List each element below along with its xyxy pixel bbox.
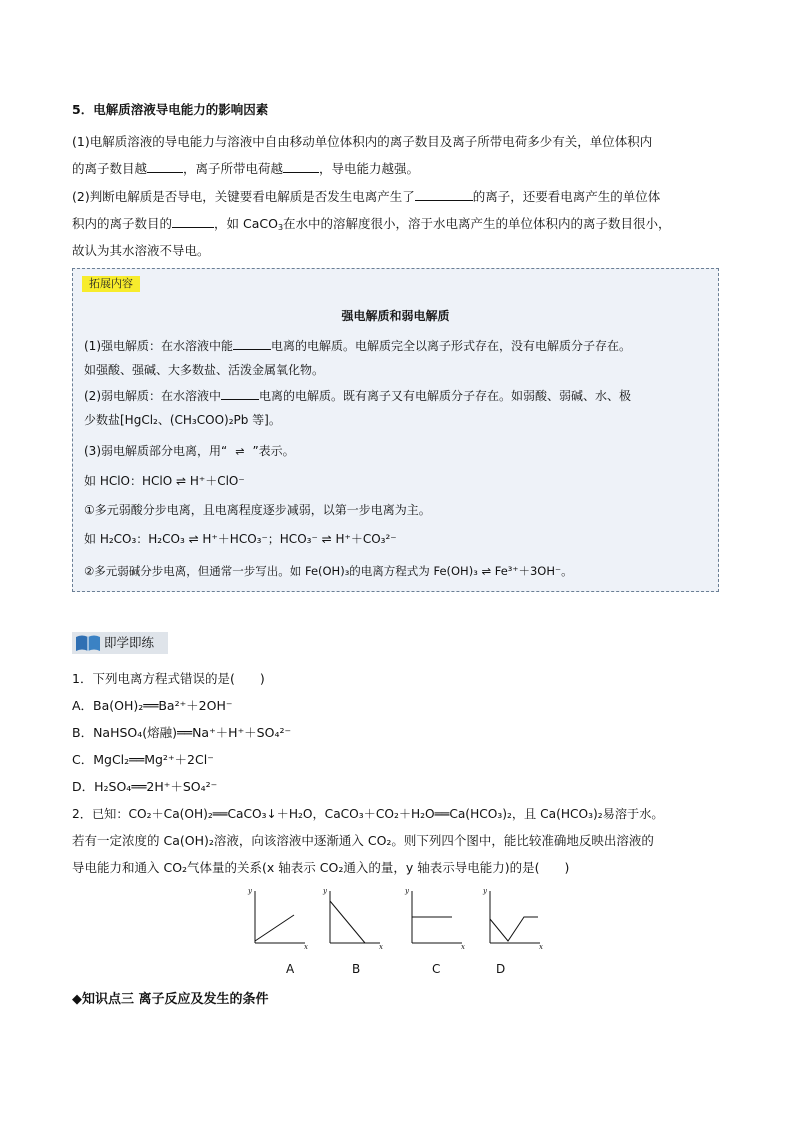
practice-label-bar [72,632,168,654]
text-fragment: ，如 CaCO [214,216,278,231]
section5-p2-line2 [72,216,671,236]
practice-label: 即学即练 [104,635,155,650]
extension-title: 强电解质和弱电解质 [341,309,450,323]
text-fragment: 电离的电解质。电解质完全以离子形式存在，没有电解质分子存在。 [271,339,632,353]
extension-line-9: ②多元弱碱分步电离，但通常一步写出。如 Fe(OH)₃的电离方程式为 Fe(OH)₃ ⇌ Fe³⁺＋3OH⁻。 [84,564,573,578]
equilibrium-arrow-icon: ⇌ [235,445,245,458]
section5-p1-line1: (1)电解质溶液的导电能力与溶液中自由移动单位体积内的离子数目及离子所带电荷多少有关，单位体积内 [72,134,653,149]
axis-y-label: y [323,887,327,895]
text-fragment: (3)弱电解质部分电离，用“ [84,444,228,458]
fill-blank [221,388,259,400]
q1-option-a: A．Ba(OH)₂══Ba²⁺＋2OH⁻ [72,698,233,713]
extension-line-2: 如强酸、强碱、大多数盐、活泼金属氧化物。 [84,363,325,377]
question-2-line-2: 若有一定浓度的 Ca(OH)₂溶液，向该溶液中逐渐通入 CO₂。则下列四个图中，能比较准确地反映出溶液的 [72,833,654,848]
axis-x-label: x [304,943,308,951]
extension-line-1 [84,338,631,354]
graph-b-label: B [352,962,361,976]
section5-p1-line2 [72,161,419,177]
fill-blank [172,216,214,228]
extension-line-4: 少数盐[HgCl₂、(CH₃COO)₂Pb 等]。 [84,413,281,427]
axis-y-label: y [483,887,487,895]
extension-tag: 拓展内容 [82,276,140,292]
axis-y-label: y [248,887,252,895]
fill-blank [415,189,473,201]
graph-a [255,891,305,943]
axis-x-label: x [539,943,543,951]
extension-line-3 [84,388,631,404]
section3-heading: ◆知识点三 离子反应及发生的条件 [72,992,269,1007]
graph-a-label: A [286,962,295,976]
section5-p2-line3: 故认为其水溶液不导电。 [72,243,210,258]
question-1: 1．下列电离方程式错误的是( ) [72,671,265,686]
text-fragment: 的离子，还要看电离产生的单位体 [472,189,661,204]
graph-d-label: D [496,962,506,976]
graph-c [412,891,462,943]
text-fragment: (2)弱电解质：在水溶液中 [84,389,221,403]
fill-blank [233,338,271,350]
text-fragment: ，离子所带电荷越 [183,161,284,176]
axis-x-label: x [379,943,383,951]
subscript: 3 [277,223,284,232]
text-fragment: (2)判断电解质是否导电，关键要看电解质是否发生电离产生了 [72,189,415,204]
extension-line-8: 如 H₂CO₃：H₂CO₃ ⇌ H⁺＋HCO₃⁻；HCO₃⁻ ⇌ H⁺＋CO₃²⁻ [84,532,397,546]
text-fragment: 在水中的溶解度很小，溶于水电离产生的单位体积内的离子数目很小， [283,216,671,231]
axis-x-label: x [461,943,465,951]
section5-p2-line1 [72,189,660,205]
extension-line-6: 如 HClO：HClO ⇌ H⁺＋ClO⁻ [84,474,245,488]
q1-option-b: B．NaHSO₄(熔融)══Na⁺＋H⁺＋SO₄²⁻ [72,725,292,740]
text-fragment: ”表示。 [252,444,295,458]
text-fragment: 电离的电解质。既有离子又有电解质分子存在。如弱酸、弱碱、水、极 [259,389,632,403]
question-2-line-1: 2．已知：CO₂＋Ca(OH)₂══CaCO₃↓＋H₂O，CaCO₃＋CO₂＋H₂O══Ca(HCO₃)₂，且 Ca(HCO₃)₂易溶于水。 [72,807,664,821]
text-fragment: (1)强电解质：在水溶液中能 [84,339,233,353]
extension-line-7: ①多元弱酸分步电离，且电离程度逐步减弱，以第一步电离为主。 [84,503,431,517]
q1-option-c: C．MgCl₂══Mg²⁺＋2Cl⁻ [72,752,214,767]
graph-c-label: C [432,962,441,976]
extension-line-5 [84,443,295,460]
conductivity-graphs [240,885,560,953]
graph-d [490,891,540,943]
fill-blank [147,161,183,173]
question-2-line-3: 导电能力和通入 CO₂气体量的关系(x 轴表示 CO₂通入的量，y 轴表示导电能力)的是( ) [72,860,570,875]
axis-y-label: y [405,887,409,895]
graph-b [330,891,380,943]
text-fragment: 的离子数目越 [72,161,148,176]
section5-heading: 5．电解质溶液导电能力的影响因素 [72,102,269,117]
text-fragment: ，导电能力越强。 [319,161,420,176]
fill-blank [283,161,319,173]
q1-option-d: D．H₂SO₄══2H⁺＋SO₄²⁻ [72,779,218,794]
text-fragment: 积内的离子数目的 [72,216,173,231]
book-icon [74,633,102,653]
